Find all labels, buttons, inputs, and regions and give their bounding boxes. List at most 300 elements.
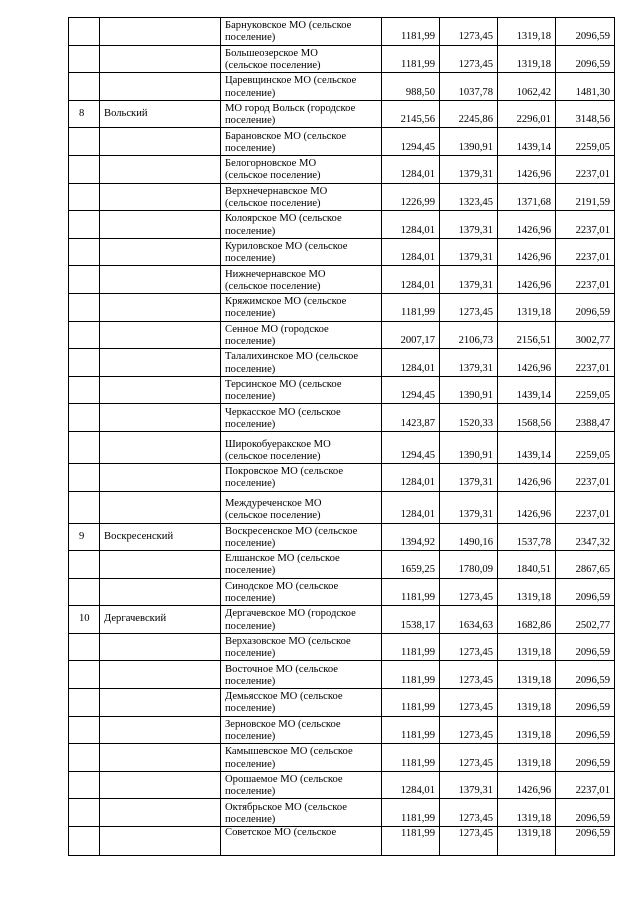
- municipality-name-cell: [221, 606, 382, 634]
- municipality-name-line: (сельское поселение): [225, 510, 321, 522]
- value-cell-1: 2145,56: [382, 100, 440, 128]
- municipality-name-line: Верхнечернавское МО: [225, 185, 328, 197]
- municipality-name-line: поселение): [225, 363, 276, 375]
- district-cell: [100, 321, 221, 349]
- district-cell: [100, 491, 221, 523]
- value-cell-4: 3002,77: [556, 321, 615, 349]
- value-cell-2: 1390,91: [440, 431, 498, 463]
- value-cell-2: 1390,91: [440, 128, 498, 156]
- municipality-name-cell: [221, 827, 382, 856]
- value-cell-1: 1181,99: [382, 744, 440, 772]
- municipality-name-line: поселение): [225, 786, 276, 798]
- value-cell-4: 2259,05: [556, 128, 615, 156]
- table-row: [69, 716, 615, 744]
- value-cell-4: 2191,59: [556, 183, 615, 211]
- value-cell-3: 1840,51: [498, 551, 556, 579]
- municipality-name-cell: [221, 689, 382, 717]
- district-cell: [100, 45, 221, 73]
- value-cell-2: 1273,45: [440, 799, 498, 827]
- value-cell-2: 1379,31: [440, 771, 498, 799]
- municipality-name-cell: [221, 183, 382, 211]
- value-cell-3: 1426,96: [498, 349, 556, 377]
- value-cell-3: 1319,18: [498, 578, 556, 606]
- district-cell: [100, 18, 221, 46]
- value-cell-3: 1682,86: [498, 606, 556, 634]
- municipality-name-line: МО город Вольск (городское: [225, 102, 356, 114]
- table-row: [69, 827, 615, 856]
- row-number-cell: [69, 799, 100, 827]
- value-cell-2: 1273,45: [440, 293, 498, 321]
- municipality-name-line: поселение): [225, 731, 276, 743]
- value-cell-2: 1323,45: [440, 183, 498, 211]
- district-cell: [100, 689, 221, 717]
- value-cell-2: 1273,45: [440, 633, 498, 661]
- municipality-name-line: Белогорновское МО: [225, 158, 317, 170]
- municipality-name-cell: [221, 321, 382, 349]
- municipality-name-cell: [221, 463, 382, 491]
- value-cell-3: 1371,68: [498, 183, 556, 211]
- municipality-name-line: поселение): [225, 537, 276, 549]
- municipality-name-cell: [221, 716, 382, 744]
- municipality-name-line: поселение): [225, 648, 276, 660]
- district-cell: Дергачевский: [100, 606, 221, 634]
- value-cell-1: 2007,17: [382, 321, 440, 349]
- value-cell-4: 2096,59: [556, 799, 615, 827]
- value-cell-2: 1379,31: [440, 211, 498, 239]
- row-number-cell: [69, 155, 100, 183]
- district-cell: [100, 73, 221, 101]
- table-row: [69, 491, 615, 523]
- district-cell: [100, 183, 221, 211]
- value-cell-3: 1439,14: [498, 431, 556, 463]
- municipality-name-cell: [221, 491, 382, 523]
- value-cell-3: 1568,56: [498, 404, 556, 432]
- municipality-name-line: Нижнечернавское МО: [225, 268, 326, 280]
- district-cell: [100, 349, 221, 377]
- value-cell-1: 1394,92: [382, 523, 440, 551]
- table-row: [69, 578, 615, 606]
- municipality-name-cell: [221, 578, 382, 606]
- value-cell-2: 1037,78: [440, 73, 498, 101]
- municipality-name-line: Куриловское МО (сельское: [225, 240, 348, 252]
- table-row: [69, 771, 615, 799]
- value-cell-3: 1062,42: [498, 73, 556, 101]
- value-cell-3: 1319,18: [498, 744, 556, 772]
- table-row: [69, 523, 615, 551]
- value-cell-1: 1181,99: [382, 578, 440, 606]
- municipality-name-cell: [221, 18, 382, 46]
- value-cell-1: 1181,99: [382, 293, 440, 321]
- value-cell-2: 1634,63: [440, 606, 498, 634]
- municipality-name-line: поселение): [225, 335, 276, 347]
- table-row: [69, 463, 615, 491]
- value-cell-1: 1284,01: [382, 238, 440, 266]
- municipality-name-line: поселение): [225, 87, 276, 99]
- row-number-cell: [69, 73, 100, 101]
- value-cell-2: 1520,33: [440, 404, 498, 432]
- row-number-cell: [69, 771, 100, 799]
- row-number-cell: [69, 376, 100, 404]
- table-row: [69, 606, 615, 634]
- value-cell-3: 1319,18: [498, 633, 556, 661]
- district-cell: [100, 799, 221, 827]
- value-cell-2: 2106,73: [440, 321, 498, 349]
- row-number-cell: [69, 321, 100, 349]
- municipality-name-line: (сельское поселение): [225, 450, 321, 462]
- table-row: [69, 211, 615, 239]
- table-row: [69, 128, 615, 156]
- value-cell-4: 2096,59: [556, 633, 615, 661]
- district-cell: [100, 404, 221, 432]
- value-cell-2: 1379,31: [440, 238, 498, 266]
- district-cell: Вольский: [100, 100, 221, 128]
- municipality-name-line: поселение): [225, 565, 276, 577]
- value-cell-2: 1490,16: [440, 523, 498, 551]
- table-row: [69, 183, 615, 211]
- municipality-name-line: поселение): [225, 253, 276, 265]
- municipality-name-line: Кряжимское МО (сельское: [225, 296, 347, 308]
- municipality-name-cell: [221, 376, 382, 404]
- municipality-name-line: поселение): [225, 758, 276, 770]
- value-cell-4: 2237,01: [556, 349, 615, 377]
- value-cell-4: 2388,47: [556, 404, 615, 432]
- value-cell-2: 1273,45: [440, 661, 498, 689]
- value-cell-1: 1284,01: [382, 349, 440, 377]
- municipality-name-line: поселение): [225, 391, 276, 403]
- row-number-cell: [69, 431, 100, 463]
- municipality-name-line: Покровское МО (сельское: [225, 466, 344, 478]
- value-cell-4: 2237,01: [556, 491, 615, 523]
- municipality-name-line: поселение): [225, 703, 276, 715]
- municipality-name-cell: [221, 155, 382, 183]
- municipality-name-line: (сельское поселение): [225, 280, 321, 292]
- value-cell-4: 2096,59: [556, 45, 615, 73]
- value-cell-1: 1659,25: [382, 551, 440, 579]
- value-cell-4: 2237,01: [556, 771, 615, 799]
- value-cell-1: 1294,45: [382, 431, 440, 463]
- value-cell-4: 2096,59: [556, 661, 615, 689]
- municipality-name-cell: [221, 293, 382, 321]
- value-cell-3: 1426,96: [498, 463, 556, 491]
- value-cell-4: 1481,30: [556, 73, 615, 101]
- municipality-name-cell: [221, 551, 382, 579]
- value-cell-1: 1181,99: [382, 799, 440, 827]
- municipality-name-line: поселение): [225, 115, 276, 127]
- value-cell-3: 1426,96: [498, 211, 556, 239]
- municipality-name-line: Талалихинское МО (сельское: [225, 351, 359, 363]
- municipality-name-line: Царевщинское МО (сельское: [225, 75, 357, 87]
- row-number-cell: 8: [69, 100, 100, 128]
- municipality-name-line: (сельское поселение): [225, 197, 321, 209]
- table-row: [69, 238, 615, 266]
- row-number-cell: [69, 18, 100, 46]
- value-cell-4: 2259,05: [556, 376, 615, 404]
- district-cell: [100, 771, 221, 799]
- value-cell-4: 2867,65: [556, 551, 615, 579]
- value-cell-3: 1319,18: [498, 45, 556, 73]
- table-row: [69, 633, 615, 661]
- row-number-cell: [69, 183, 100, 211]
- value-cell-2: 1273,45: [440, 716, 498, 744]
- value-cell-1: 1284,01: [382, 155, 440, 183]
- value-cell-2: 1273,45: [440, 45, 498, 73]
- value-cell-1: 1294,45: [382, 128, 440, 156]
- value-cell-1: 1181,99: [382, 633, 440, 661]
- municipality-name-line: Колоярское МО (сельское: [225, 213, 342, 225]
- municipality-name-line: Елшанское МО (сельское: [225, 553, 340, 565]
- row-number-cell: [69, 633, 100, 661]
- municipality-name-line: Большеозерское МО: [225, 47, 318, 59]
- value-cell-2: 2245,86: [440, 100, 498, 128]
- table-row: [69, 376, 615, 404]
- municipality-name-cell: [221, 799, 382, 827]
- value-cell-3: 2296,01: [498, 100, 556, 128]
- row-number-cell: [69, 551, 100, 579]
- district-cell: [100, 744, 221, 772]
- municipality-name-cell: [221, 661, 382, 689]
- table-row: [69, 155, 615, 183]
- municipality-name-line: Черкасское МО (сельское: [225, 406, 341, 418]
- value-cell-2: 1379,31: [440, 349, 498, 377]
- municipality-name-cell: [221, 431, 382, 463]
- district-cell: Воскресенский: [100, 523, 221, 551]
- table-row: [69, 404, 615, 432]
- table-row: [69, 293, 615, 321]
- value-cell-3: 1319,18: [498, 293, 556, 321]
- district-cell: [100, 463, 221, 491]
- value-cell-4: 2237,01: [556, 155, 615, 183]
- municipality-name-line: поселение): [225, 620, 276, 632]
- value-cell-1: 1294,45: [382, 376, 440, 404]
- row-number-cell: [69, 45, 100, 73]
- municipality-name-line: поселение): [225, 593, 276, 605]
- table-row: [69, 100, 615, 128]
- row-number-cell: [69, 128, 100, 156]
- municipality-name-line: Дергачевское МО (городское: [225, 608, 356, 620]
- district-cell: [100, 266, 221, 294]
- row-number-cell: [69, 349, 100, 377]
- row-number-cell: [69, 689, 100, 717]
- row-number-cell: [69, 211, 100, 239]
- municipality-name-line: Октябрьское МО (сельское: [225, 801, 347, 813]
- row-number-cell: [69, 238, 100, 266]
- value-cell-4: 2237,01: [556, 211, 615, 239]
- table-row: [69, 45, 615, 73]
- municipality-name-line: поселение): [225, 813, 276, 825]
- municipality-name-line: поселение): [225, 675, 276, 687]
- value-cell-3: 1537,78: [498, 523, 556, 551]
- value-cell-1: 1181,99: [382, 689, 440, 717]
- table-row: [69, 73, 615, 101]
- municipality-name-cell: [221, 633, 382, 661]
- value-cell-4: 2096,59: [556, 716, 615, 744]
- municipality-name-line: Зерновское МО (сельское: [225, 718, 341, 730]
- municipality-name-line: поселение): [225, 32, 276, 44]
- value-cell-4: 2096,59: [556, 744, 615, 772]
- value-cell-2: 1273,45: [440, 689, 498, 717]
- value-cell-3: 1426,96: [498, 771, 556, 799]
- municipality-name-line: (сельское поселение): [225, 59, 321, 71]
- value-cell-1: 1181,99: [382, 45, 440, 73]
- district-cell: [100, 376, 221, 404]
- value-cell-4: 2347,32: [556, 523, 615, 551]
- value-cell-4: 2096,59: [556, 827, 615, 856]
- value-cell-2: 1390,91: [440, 376, 498, 404]
- row-number-cell: [69, 578, 100, 606]
- value-cell-4: 2502,77: [556, 606, 615, 634]
- row-number-cell: 9: [69, 523, 100, 551]
- district-cell: [100, 155, 221, 183]
- value-cell-3: 1426,96: [498, 155, 556, 183]
- value-cell-4: 2259,05: [556, 431, 615, 463]
- value-cell-3: 1319,18: [498, 799, 556, 827]
- municipality-name-cell: [221, 128, 382, 156]
- municipality-name-line: Демьясское МО (сельское: [225, 691, 343, 703]
- value-cell-3: 1319,18: [498, 827, 556, 856]
- district-cell: [100, 551, 221, 579]
- district-cell: [100, 827, 221, 856]
- row-number-cell: [69, 744, 100, 772]
- row-number-cell: [69, 827, 100, 856]
- municipality-name-line: Орошаемое МО (сельское: [225, 774, 343, 786]
- value-cell-2: 1273,45: [440, 744, 498, 772]
- district-cell: [100, 128, 221, 156]
- value-cell-3: 1319,18: [498, 18, 556, 46]
- municipality-name-line: Барановское МО (сельское: [225, 130, 347, 142]
- value-cell-4: 2237,01: [556, 266, 615, 294]
- municipality-name-cell: [221, 73, 382, 101]
- value-cell-1: 1181,99: [382, 716, 440, 744]
- value-cell-3: 1319,18: [498, 689, 556, 717]
- value-cell-4: 2096,59: [556, 578, 615, 606]
- value-cell-3: 1439,14: [498, 128, 556, 156]
- value-cell-1: 1284,01: [382, 771, 440, 799]
- municipality-name-cell: [221, 349, 382, 377]
- value-cell-1: 1181,99: [382, 827, 440, 856]
- tariff-table: [68, 17, 615, 856]
- value-cell-4: 2096,59: [556, 18, 615, 46]
- row-number-cell: [69, 491, 100, 523]
- value-cell-2: 1379,31: [440, 463, 498, 491]
- district-cell: [100, 238, 221, 266]
- district-cell: [100, 661, 221, 689]
- value-cell-2: 1780,09: [440, 551, 498, 579]
- row-number-cell: [69, 661, 100, 689]
- municipality-name-line: Терсинское МО (сельское: [225, 378, 342, 390]
- value-cell-1: 1181,99: [382, 18, 440, 46]
- municipality-name-line: Синодское МО (сельское: [225, 580, 339, 592]
- row-number-cell: [69, 716, 100, 744]
- municipality-name-cell: [221, 771, 382, 799]
- value-cell-3: 1426,96: [498, 491, 556, 523]
- municipality-name-line: Воскресенское МО (сельское: [225, 525, 358, 537]
- district-cell: [100, 211, 221, 239]
- value-cell-4: 3148,56: [556, 100, 615, 128]
- value-cell-2: 1273,45: [440, 578, 498, 606]
- value-cell-2: 1379,31: [440, 491, 498, 523]
- municipality-name-line: поселение): [225, 225, 276, 237]
- table-row: [69, 744, 615, 772]
- table-row: [69, 661, 615, 689]
- value-cell-1: 1181,99: [382, 661, 440, 689]
- municipality-name-line: Сенное МО (городское: [225, 323, 329, 335]
- municipality-name-cell: [221, 100, 382, 128]
- value-cell-4: 2237,01: [556, 463, 615, 491]
- municipality-name-cell: [221, 45, 382, 73]
- value-cell-2: 1379,31: [440, 155, 498, 183]
- row-number-cell: [69, 404, 100, 432]
- table-row: [69, 551, 615, 579]
- value-cell-3: 1439,14: [498, 376, 556, 404]
- value-cell-1: 1284,01: [382, 211, 440, 239]
- municipality-name-line: Камышевское МО (сельское: [225, 746, 353, 758]
- municipality-name-line: Широкобуеракское МО: [225, 438, 331, 450]
- table-row: [69, 689, 615, 717]
- value-cell-3: 1426,96: [498, 266, 556, 294]
- municipality-name-cell: [221, 211, 382, 239]
- value-cell-4: 2096,59: [556, 293, 615, 321]
- value-cell-3: 1319,18: [498, 716, 556, 744]
- table-row: [69, 321, 615, 349]
- value-cell-3: 1319,18: [498, 661, 556, 689]
- municipality-name-cell: [221, 523, 382, 551]
- value-cell-1: 1226,99: [382, 183, 440, 211]
- municipality-name-line: Барнуковское МО (сельское: [225, 20, 352, 32]
- value-cell-3: 1426,96: [498, 238, 556, 266]
- value-cell-2: 1379,31: [440, 266, 498, 294]
- value-cell-1: 1284,01: [382, 491, 440, 523]
- municipality-name-line: поселение): [225, 142, 276, 154]
- municipality-name-line: поселение): [225, 308, 276, 320]
- municipality-name-line: Восточное МО (сельское: [225, 663, 338, 675]
- municipality-name-cell: [221, 238, 382, 266]
- value-cell-1: 1538,17: [382, 606, 440, 634]
- table-body: [69, 18, 615, 856]
- municipality-name-cell: [221, 266, 382, 294]
- table-row: [69, 799, 615, 827]
- district-cell: [100, 431, 221, 463]
- value-cell-4: 2237,01: [556, 238, 615, 266]
- district-cell: [100, 716, 221, 744]
- value-cell-2: 1273,45: [440, 18, 498, 46]
- row-number-cell: [69, 293, 100, 321]
- value-cell-1: 988,50: [382, 73, 440, 101]
- row-number-cell: [69, 463, 100, 491]
- municipality-name-line: поселение): [225, 478, 276, 490]
- municipality-name-cell: [221, 744, 382, 772]
- value-cell-2: 1273,45: [440, 827, 498, 856]
- table-row: [69, 349, 615, 377]
- municipality-name-line: Междуреченское МО: [225, 498, 322, 510]
- municipality-name-line: Верхазовское МО (сельское: [225, 636, 351, 648]
- municipality-name-line: (сельское поселение): [225, 170, 321, 182]
- row-number-cell: 10: [69, 606, 100, 634]
- row-number-cell: [69, 266, 100, 294]
- value-cell-4: 2096,59: [556, 689, 615, 717]
- district-cell: [100, 578, 221, 606]
- municipality-name-cell: [221, 404, 382, 432]
- district-cell: [100, 293, 221, 321]
- value-cell-1: 1284,01: [382, 266, 440, 294]
- value-cell-1: 1423,87: [382, 404, 440, 432]
- table-row: [69, 18, 615, 46]
- district-cell: [100, 633, 221, 661]
- municipality-name-line: Советское МО (сельское: [225, 827, 337, 839]
- table-row: [69, 266, 615, 294]
- value-cell-3: 2156,51: [498, 321, 556, 349]
- municipality-name-line: поселение): [225, 418, 276, 430]
- value-cell-1: 1284,01: [382, 463, 440, 491]
